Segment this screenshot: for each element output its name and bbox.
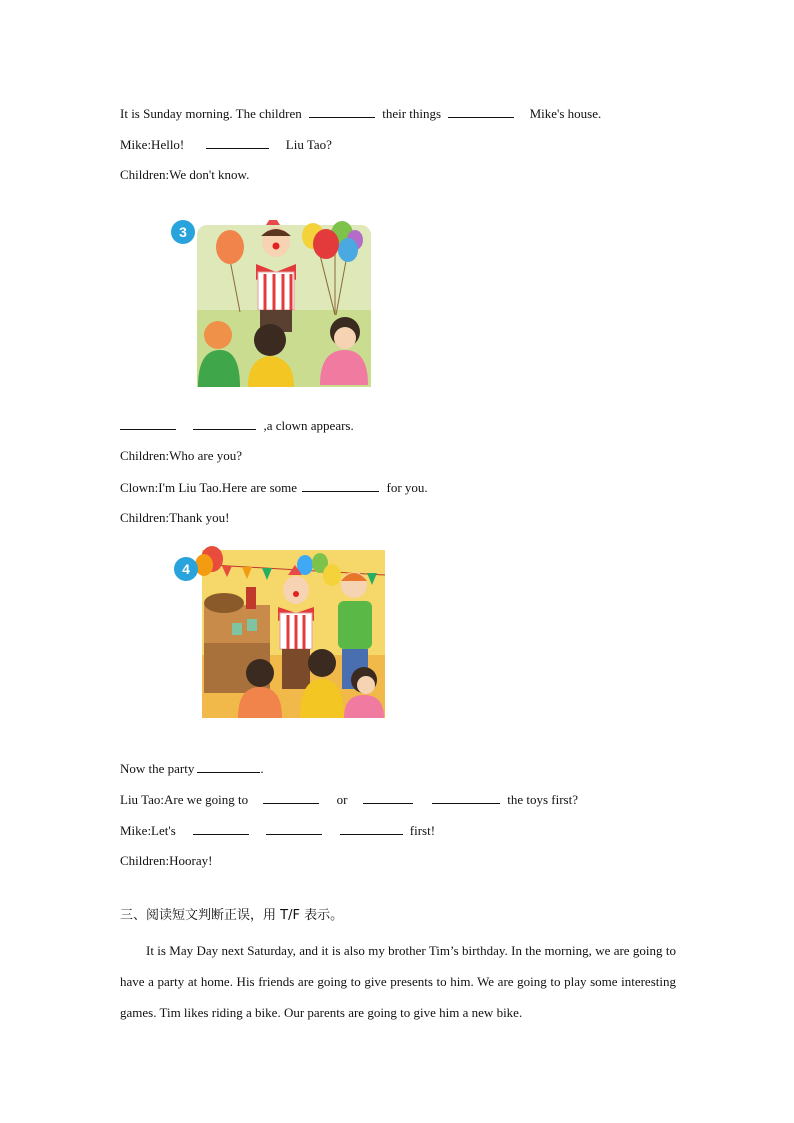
answer-blank[interactable] <box>120 417 176 430</box>
answer-blank[interactable] <box>193 417 256 430</box>
answer-blank[interactable] <box>193 822 249 835</box>
story-line-7: Children:Thank you! <box>120 510 230 525</box>
balloon <box>216 230 244 264</box>
story-line-6: Clown:I'm Liu Tao.Here are some for you. <box>120 480 428 495</box>
answer-blank[interactable] <box>340 822 403 835</box>
answer-blank[interactable] <box>266 822 322 835</box>
story-line-3: Children:We don't know. <box>120 167 250 182</box>
answer-blank[interactable] <box>206 136 269 149</box>
story-line-8: Now the party . <box>120 761 264 776</box>
story-line-5: Children:Who are you? <box>120 448 243 463</box>
answer-blank[interactable] <box>309 105 375 118</box>
section-heading: 三、阅读短文判断正误，用 T/F 表示。 <box>120 908 344 923</box>
svg-text:3: 3 <box>179 224 187 240</box>
story-line-2: Mike:Hello! Liu Tao? <box>120 137 332 152</box>
answer-blank[interactable] <box>302 479 379 492</box>
story-line-4: ,a clown appears. <box>120 417 354 434</box>
story-line-11: Children:Hooray! <box>120 853 213 868</box>
answer-blank[interactable] <box>432 791 500 804</box>
reading-passage: It is May Day next Saturday, and it is also my brother Tim’s birthday. In the morning, we are going to have a party at home. His friends are going to give presents to him. We are going to play some interesting games. Tim likes riding a bike. Our parents are going to give him a new bike. <box>120 943 676 1020</box>
party-illustration <box>172 545 387 720</box>
story-line-9: Liu Tao:Are we going to or the toys first? <box>120 792 578 807</box>
clown-balloons-illustration <box>170 220 375 390</box>
answer-blank[interactable] <box>448 105 514 118</box>
svg-text:4: 4 <box>182 561 190 577</box>
answer-blank[interactable] <box>263 791 319 804</box>
story-line-1: It is Sunday morning. The children their things Mike's house. <box>120 106 602 121</box>
answer-blank[interactable] <box>363 791 413 804</box>
answer-blank[interactable] <box>197 760 260 773</box>
story-line-10: Mike:Let's first! <box>120 823 436 838</box>
